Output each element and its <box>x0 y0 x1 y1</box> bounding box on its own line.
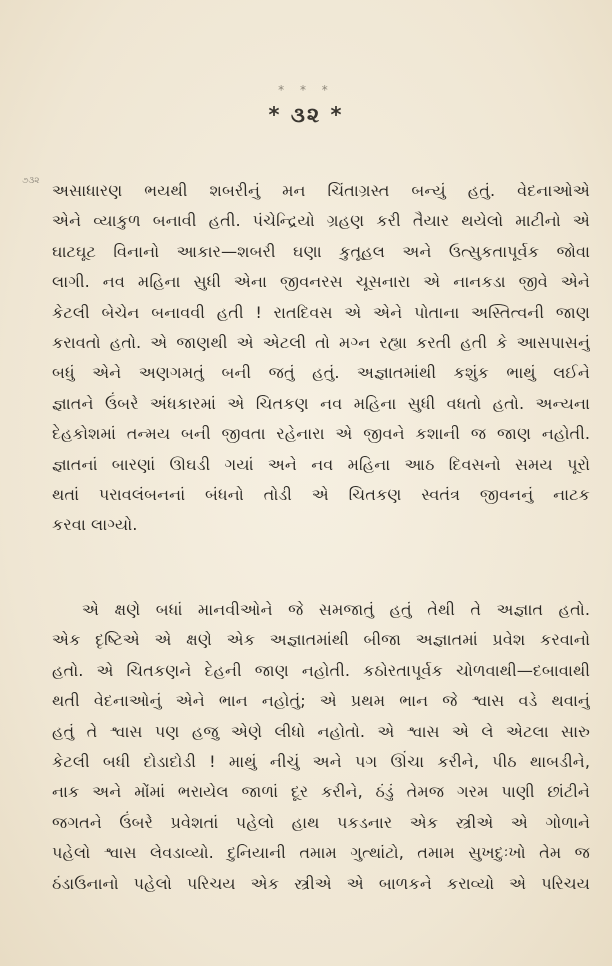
text-line: બધું એને અણગમતું બની જતું હતું. અજ્ઞાતમાંથી કશુંક ભાથું લઈને <box>52 363 590 383</box>
text-line: એક દૃષ્ટિએ એ ક્ષણે એક અજ્ઞાતમાંથી બીજા અજ્ઞાતમાં પ્રવેશ કરવાનો <box>52 630 590 650</box>
ornament: * * * <box>278 83 334 97</box>
text-line: એ ક્ષણે બધાં માનવીઓને જે સમજાતું હતું તેથી તે અજ્ઞાત હતો. <box>82 600 590 619</box>
paragraph-1 <box>52 176 590 541</box>
text-line: હતું તે શ્વાસ પણ હજુ એણે લીધો નહોતો. એ શ્વાસ એ લે એટલા સારુ <box>52 721 590 741</box>
text-line: જગતને ઉંબરે પ્રવેશતાં પહેલો હાથ પકડનાર એક સ્ત્રીએ એ ગોળાને <box>52 812 590 832</box>
text-line: ઠંડાઉનાનો પહેલો પરિચય એક સ્ત્રીએ એ બાળકને કરાવ્યો એ પરિચય <box>52 873 590 893</box>
text-line: અસાધારણ ભયથી શબરીનું મન ચિંતાગ્રસ્ત બન્યું હતું. વેદનાઓએ <box>52 181 590 200</box>
text-line: કેટલી બેચેન બનાવવી હતી ! રાતદિવસ એ એને પોતાના અસ્તિત્વની જાણ <box>52 302 590 322</box>
text-line: એને વ્યાકુળ બનાવી હતી. પંચેન્દ્રિયો ગ્રહણ કરી તૈયાર થયેલો માટીનો એ <box>52 211 590 231</box>
text-line: કરાવતો હતો. એ જાણથી એ એટલી તો મગ્ન રહ્યા કરતી હતી કે આસપાસનું <box>52 332 590 352</box>
text-line: કેટલી બધી દોડાદોડી ! માથું નીચું અને પગ ઊંચા કરીને, પીઠ થાબડીને, <box>52 751 590 771</box>
text-line: ઘાટઘૂટ વિનાનો આકાર—શબરી ઘણા કુતૂહલ અને ઉત્સુકતાપૂર્વક જોવા <box>52 241 590 261</box>
paragraph-2 <box>52 595 590 899</box>
text-line: પહેલો શ્વાસ લેવડાવ્યો. દુનિયાની તમામ ગુત્થાંટો, તમામ સુખદુઃખો તેમ જ <box>52 843 590 863</box>
text-line: દેહકોશમાં તન્મય બની જીવતા રહેનારા એ જીવને કશાની જ જાણ નહોતી. <box>52 424 590 444</box>
text-line: જ્ઞાતને ઉંબરે અંધકારમાં એ ચિતકણ નવ મહિના સુધી વધતો હતો. અન્યના <box>52 393 590 413</box>
chapter-heading: * ૩૨ * <box>268 103 344 127</box>
side-mark: ૭૩૨ <box>22 176 40 186</box>
text-line: નાક અને મોંમાં ભરાયેલ જાળાં દૂર કરીને, ઠંડું તેમજ ગરમ પાણી છાંટીને <box>52 782 590 802</box>
text-line: જ્ઞાતનાં બારણાં ઊઘડી ગયાં અને નવ મહિના આઠ દિવસનો સમય પૂરો <box>52 454 590 474</box>
text-line: થતી વેદનાઓનું એને ભાન નહોતું; એ પ્રથમ ભાન જે શ્વાસ વડે થવાનું <box>52 691 590 711</box>
text-line: થતાં પરાવલંબનનાં બંધનો તોડી એ ચિતકણ સ્વતંત્ર જીવનનું નાટક <box>52 484 590 504</box>
text-line: લાગી. નવ મહિના સુધી એના જીવનરસ ચૂસનારા એ નાનકડા જીવે એને <box>52 272 590 292</box>
text-line: કરવા લાગ્યો. <box>52 515 138 535</box>
text-line: હતો. એ ચિતકણને દેહની જાણ નહોતી. કઠોરતાપૂર્વક ચોળવાથી—દબાવાથી <box>52 660 590 680</box>
